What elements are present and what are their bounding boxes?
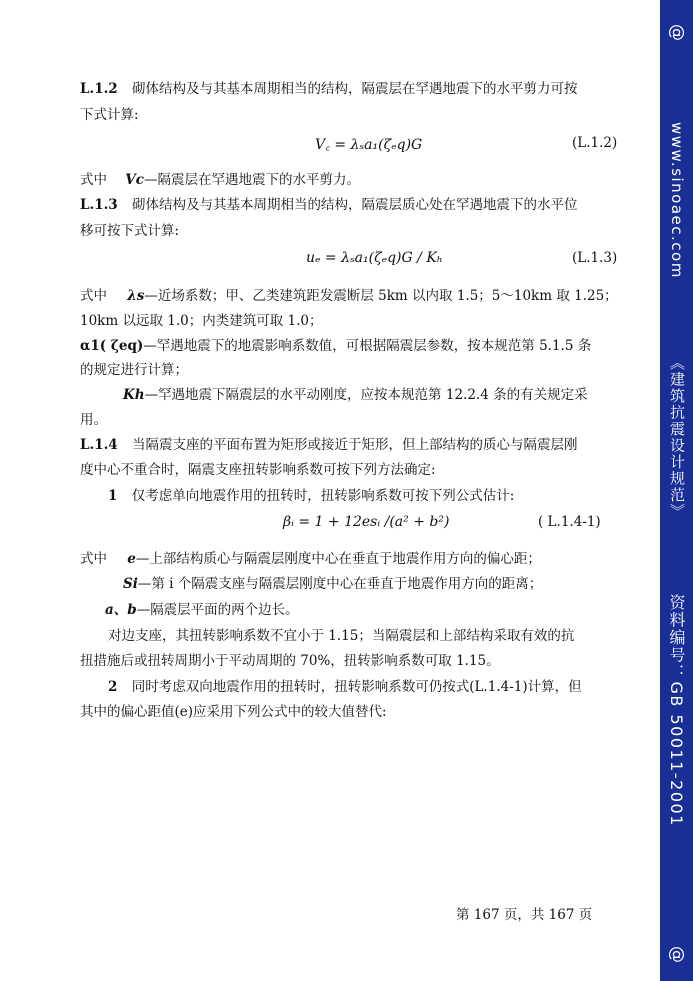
symbol: λs: [127, 288, 145, 304]
clause-number: L.1.2: [80, 81, 118, 97]
where-lambda: [80, 287, 618, 305]
symbol: a、b: [105, 602, 137, 618]
equation-number: (L.1.2): [572, 135, 618, 151]
item-number: 1: [108, 488, 118, 504]
clause-number: L.1.3: [80, 197, 118, 213]
clause-l114: [80, 436, 577, 454]
where-kh: [123, 386, 588, 404]
item-text: 仅考虑单向地震作用的扭转时，扭转影响系数可按下列公式估计:: [131, 488, 515, 504]
clause-text-continued: 度中心不重合时，隔震支座扭转影响系数可按下列方法确定:: [80, 462, 436, 478]
definition-continued: 的规定进行计算；: [80, 362, 188, 378]
symbol: Vc: [125, 172, 144, 188]
definition: —隔震层平面的两个边长。: [136, 602, 299, 618]
item-text: 同时考虑双向地震作用的扭转时，扭转影响系数可仍按式(L.1.4-1)计算，但: [131, 679, 582, 695]
definition: —上部结构质心与隔震层刚度中心在垂直于地震作用方向的偏心距；: [135, 551, 541, 567]
clause-text: 砌体结构及与其基本周期相当的结构，隔震层质心处在罕遇地震下的水平位: [131, 197, 578, 213]
page-footer: 第 167 页，共 167 页: [456, 907, 593, 923]
item-1: [108, 487, 514, 505]
where-ab: [105, 601, 299, 619]
at-symbol-icon: @: [667, 23, 687, 43]
clause-text-continued: 下式计算:: [80, 107, 139, 123]
where-label: 式中: [80, 551, 107, 567]
where-alpha: [80, 337, 591, 355]
item-number: 2: [108, 679, 118, 695]
symbol: α1( ζeq): [80, 338, 144, 354]
definition: —近场系数；甲、乙类建筑距发震断层 5km 以内取 1.5；5～10km 取 1.25；: [144, 288, 618, 304]
where-vc: [80, 171, 360, 189]
equation-number: ( L.1.4-1): [538, 514, 601, 530]
item-text-continued: 其中的偏心距值(e)应采用下列公式中的较大值替代:: [80, 704, 387, 720]
definition: —第 i 个隔震支座与隔震层刚度中心在垂直于地震作用方向的距离；: [137, 576, 543, 592]
symbol: Kh: [123, 387, 145, 403]
where-label: 式中: [80, 172, 107, 188]
symbol: Si: [123, 576, 138, 592]
clause-l113: [80, 196, 577, 214]
definition: —罕遇地震下的地震影响系数值，可根据隔震层参数，按本规范第 5.1.5 条: [143, 338, 592, 354]
edge-support-continued: 扭措施后或扭转周期小于平动周期的 70%，扭转影响系数可取 1.15。: [80, 653, 500, 669]
document-code: 资料编号：GB 50011-2001: [667, 593, 686, 827]
clause-text: 当隔震支座的平面布置为矩形或接近于矩形，但上部结构的质心与隔震层刚: [131, 437, 578, 453]
equation-l112: V꜀ = λₛa₁(ζₑq)G: [315, 137, 423, 153]
clause-text-continued: 移可按下式计算:: [80, 223, 180, 239]
clause-l112: [80, 80, 577, 98]
clause-text: 砌体结构及与其基本周期相当的结构，隔震层在罕遇地震下的水平剪力可按: [131, 81, 578, 97]
equation-l113: uₑ = λₛa₁(ζₑq)G / Kₕ: [306, 250, 443, 266]
where-e: [80, 550, 541, 568]
definition-continued: 用。: [80, 412, 107, 428]
definition: —隔震层在罕遇地震下的水平剪力。: [144, 172, 360, 188]
at-symbol-icon: @: [667, 945, 687, 965]
where-si: [123, 575, 542, 593]
where-label: 式中: [80, 288, 107, 304]
equation-number: (L.1.3): [572, 250, 618, 266]
symbol: e: [127, 551, 136, 567]
item-2: [108, 678, 582, 696]
clause-number: L.1.4: [80, 437, 118, 453]
equation-l114-1: βᵢ = 1 + 12esᵢ /(a² + b²): [283, 514, 450, 530]
document-title: 《建筑抗震设计规范》: [668, 354, 686, 520]
definition: —罕遇地震下隔震层的水平动刚度，应按本规范第 12.2.4 条的有关规定采: [144, 387, 588, 403]
definition-continued: 10km 以远取 1.0；内类建筑可取 1.0；: [80, 313, 323, 329]
edge-support-paragraph: 对边支座，其扭转影响系数不宜小于 1.15；当隔震层和上部结构采取有效的抗: [108, 628, 575, 644]
website-url: www.sinoaec.com: [668, 121, 686, 279]
